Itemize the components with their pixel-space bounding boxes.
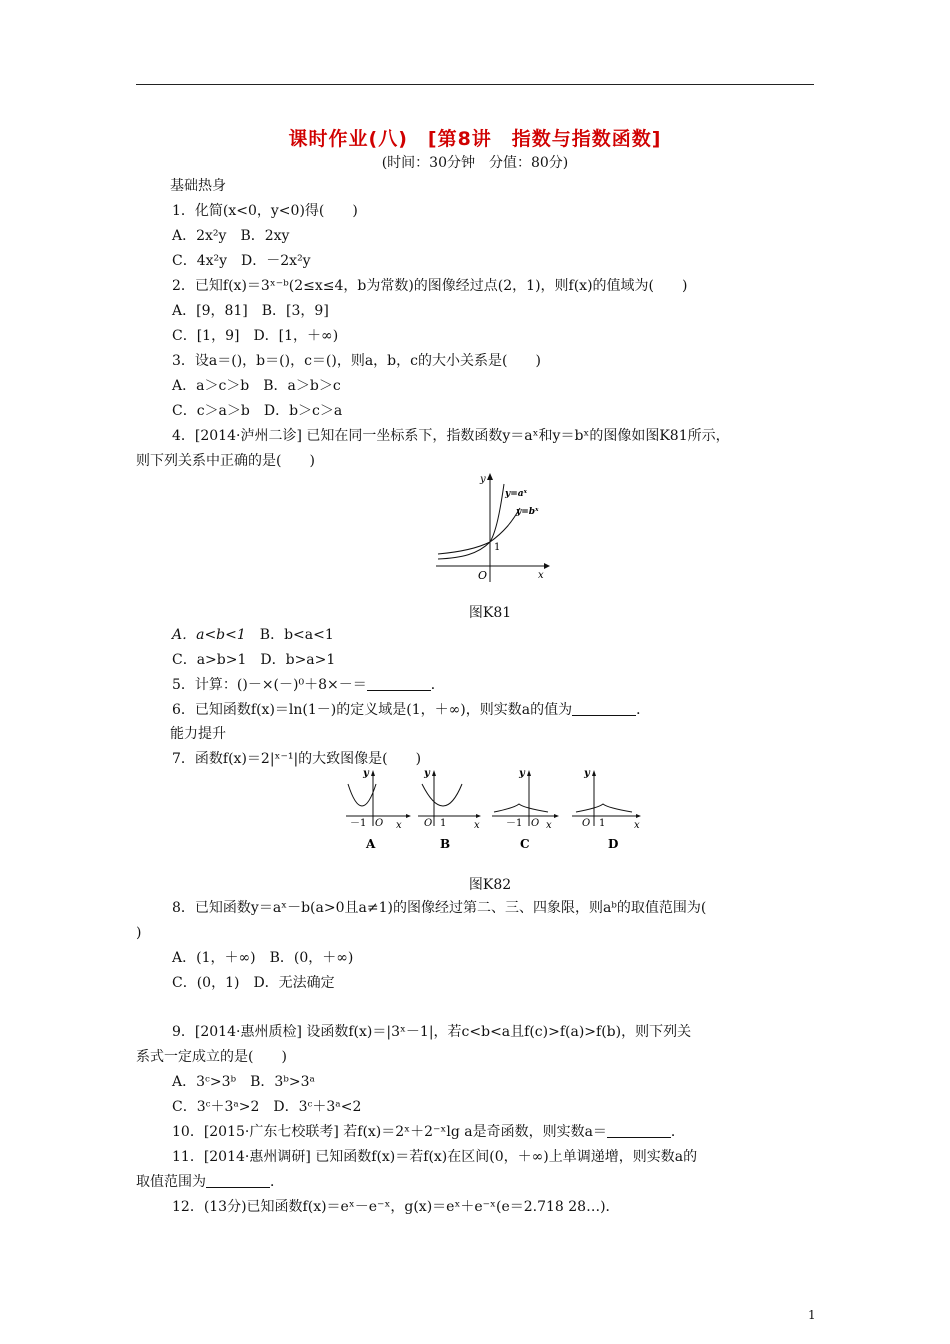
graph-d-label: D bbox=[608, 837, 619, 851]
q11-stem-line1: 11．[2014·惠州调研] 已知函数f(x)＝若f(x)在区间(0，＋∞)上单调递增，则实数a的 bbox=[172, 1149, 698, 1165]
figure-k82 bbox=[336, 766, 648, 856]
q1-options-cd bbox=[172, 251, 311, 271]
graph-c-label: C bbox=[520, 837, 530, 851]
q2-options-ab bbox=[172, 301, 329, 321]
q3-options-cd bbox=[172, 401, 342, 421]
q8-stem-line2: ) bbox=[136, 925, 142, 941]
q8-option-d: D．无法确定 bbox=[253, 975, 335, 991]
q8-option-a: A．(1，＋∞) bbox=[172, 950, 256, 966]
q8-stem-line1: 8．已知函数y＝aˣ－b(a>0且a≠1)的图像经过第二、三、四象限，则aᵇ的取值范围为( bbox=[172, 900, 707, 916]
q10-line: 10．[2015·广东七校联考] 若f(x)＝2ˣ＋2⁻ˣlg a是奇函数，则实数a＝ ． bbox=[172, 1124, 685, 1140]
q1-option-d: D．－2x²y bbox=[241, 253, 311, 269]
page-number: 1 bbox=[808, 1308, 816, 1322]
q2-option-c: C．[1，9] bbox=[172, 328, 240, 344]
section-basic: 基础热身 bbox=[170, 178, 226, 194]
q9-option-c: C．3ᶜ＋3ᵃ>2 bbox=[172, 1099, 260, 1115]
q3-option-c: C．c＞a＞b bbox=[172, 403, 250, 419]
q8-options-ab bbox=[172, 948, 353, 968]
graph-d-one: 1 bbox=[599, 818, 606, 829]
graph-b bbox=[418, 768, 481, 851]
graph-b-label: B bbox=[440, 837, 451, 851]
graph-c-o: O bbox=[531, 818, 540, 829]
graph-a-y: y bbox=[363, 768, 369, 779]
q4-option-b: B．b<a<1 bbox=[259, 627, 334, 643]
q2-option-b: B．[3，9] bbox=[261, 303, 329, 319]
q1-option-c: C．4x²y bbox=[172, 253, 228, 269]
q9-option-b: B．3ᵇ>3ᵃ bbox=[250, 1074, 315, 1090]
label-x: x bbox=[538, 570, 544, 581]
time-score-note: (时间：30分钟 分值：80分) bbox=[381, 155, 569, 171]
q1-stem: 1．化简(x<0，y<0)得( ) bbox=[172, 203, 358, 219]
q1-options-ab bbox=[172, 226, 289, 246]
q6-answer-blank bbox=[572, 701, 636, 716]
q9-option-a: A．3ᶜ>3ᵇ bbox=[172, 1074, 237, 1090]
graph-a-neg-one: －1 bbox=[350, 818, 367, 829]
figure-k81-caption: 图K81 bbox=[468, 605, 512, 621]
graph-c-neg-one: －1 bbox=[506, 818, 523, 829]
q4-options-cd bbox=[172, 650, 335, 670]
q5-answer-blank bbox=[367, 676, 431, 691]
q11-answer-blank bbox=[206, 1173, 270, 1188]
q2-option-a: A．[9，81] bbox=[172, 303, 248, 319]
q3-options-ab bbox=[172, 376, 341, 396]
graph-d-o: O bbox=[582, 818, 591, 829]
label-y: y bbox=[480, 474, 486, 485]
q2-options-cd bbox=[172, 326, 338, 346]
label-one: 1 bbox=[494, 542, 501, 553]
q3-option-d: D．b＞c＞a bbox=[263, 403, 343, 419]
top-rule bbox=[136, 84, 814, 85]
y-axis-arrow-icon bbox=[487, 473, 493, 480]
q5-line: 5．计算：()－×(－)⁰＋8×－＝ ． bbox=[172, 677, 445, 693]
graph-c bbox=[492, 768, 559, 851]
graph-a-o: O bbox=[375, 818, 384, 829]
q9-options-cd bbox=[172, 1097, 361, 1117]
label-origin: O bbox=[478, 569, 488, 582]
q9-options-ab bbox=[172, 1072, 315, 1092]
q3-option-b: B．a＞b＞c bbox=[263, 378, 341, 394]
graph-c-x: x bbox=[546, 820, 552, 831]
q4-option-c: C．a>b>1 bbox=[172, 652, 247, 668]
q10-stem: 10．[2015·广东七校联考] 若f(x)＝2ˣ＋2⁻ˣlg a是奇函数，则实数a＝ bbox=[172, 1124, 607, 1140]
label-curve-a: y=aˣ bbox=[505, 489, 527, 499]
q9-stem-line2: 系式一定成立的是( ) bbox=[136, 1049, 287, 1065]
graph-a-label: A bbox=[366, 837, 376, 851]
q6-line: 6．已知函数f(x)＝ln(1－)的定义域是(1，＋∞)，则实数a的值为 ． bbox=[172, 702, 651, 718]
q3-stem: 3．设a＝()，b＝()，c＝()，则a，b，c的大小关系是( ) bbox=[172, 353, 541, 369]
q7-stem: 7．函数f(x)＝2|ˣ⁻¹|的大致图像是( ) bbox=[172, 751, 422, 767]
q1-option-b: B．2xy bbox=[240, 228, 290, 244]
q4-options-ab bbox=[172, 625, 334, 645]
graph-c-y: y bbox=[519, 768, 525, 779]
q6-stem: 6．已知函数f(x)＝ln(1－)的定义域是(1，＋∞)，则实数a的值为 bbox=[172, 702, 573, 718]
graph-d bbox=[572, 768, 641, 851]
q10-answer-blank bbox=[607, 1123, 671, 1138]
graph-b-y: y bbox=[424, 768, 430, 779]
q4-stem-line2: 则下列关系中正确的是( ) bbox=[136, 453, 315, 469]
page-title: 课时作业(八) [第8讲 指数与指数函数] bbox=[288, 128, 662, 150]
q9-stem-line1: 9．[2014·惠州质检] 设函数f(x)＝|3ˣ－1|，若c<b<a且f(c)>f(a)>f(b)，则下列关 bbox=[172, 1024, 692, 1040]
graph-b-one: 1 bbox=[440, 818, 447, 829]
q2-stem: 2．已知f(x)＝3ˣ⁻ᵇ(2≤x≤4，b为常数)的图像经过点(2，1)，则f(x)的值域为( ) bbox=[172, 278, 688, 294]
label-curve-b: y=bˣ bbox=[516, 507, 539, 517]
figure-k82-caption: 图K82 bbox=[468, 877, 512, 893]
q1-option-a: A．2x²y bbox=[172, 228, 227, 244]
x-axis-arrow-icon bbox=[544, 563, 550, 569]
graph-b-o: O bbox=[424, 818, 433, 829]
q2-option-d: D．[1，＋∞) bbox=[253, 328, 339, 344]
q8-option-c: C．(0，1) bbox=[172, 975, 240, 991]
q8-option-b: B．(0，＋∞) bbox=[269, 950, 354, 966]
q3-option-a: A．a＞c＞b bbox=[172, 378, 250, 394]
q9-option-d: D．3ᶜ＋3ᵃ<2 bbox=[273, 1099, 362, 1115]
graph-b-x: x bbox=[474, 820, 480, 831]
graph-d-x: x bbox=[634, 820, 640, 831]
q4-stem-line1: 4．[2014·泸州二诊] 已知在同一坐标系下，指数函数y＝aˣ和y＝bˣ的图像如图K81所示， bbox=[172, 428, 730, 444]
q8-options-cd bbox=[172, 973, 335, 993]
graph-a-x: x bbox=[396, 820, 402, 831]
q4-option-a: A．a<b<1 bbox=[172, 627, 246, 643]
q4-option-d: D．b>a>1 bbox=[260, 652, 336, 668]
graph-a bbox=[346, 768, 411, 851]
graph-d-y: y bbox=[584, 768, 590, 779]
q11-stem-line2: 取值范围为 bbox=[136, 1174, 206, 1190]
figure-k81 bbox=[432, 470, 552, 586]
section-advanced: 能力提升 bbox=[170, 726, 226, 742]
curve-b bbox=[438, 508, 520, 554]
q12-stem: 12．(13分)已知函数f(x)＝eˣ－e⁻ˣ，g(x)＝eˣ＋e⁻ˣ(e＝2.718 28…)． bbox=[172, 1199, 620, 1215]
q5-stem: 5．计算：()－×(－)⁰＋8×－＝ bbox=[172, 677, 367, 693]
q11-line2: 取值范围为 ． bbox=[136, 1174, 284, 1190]
